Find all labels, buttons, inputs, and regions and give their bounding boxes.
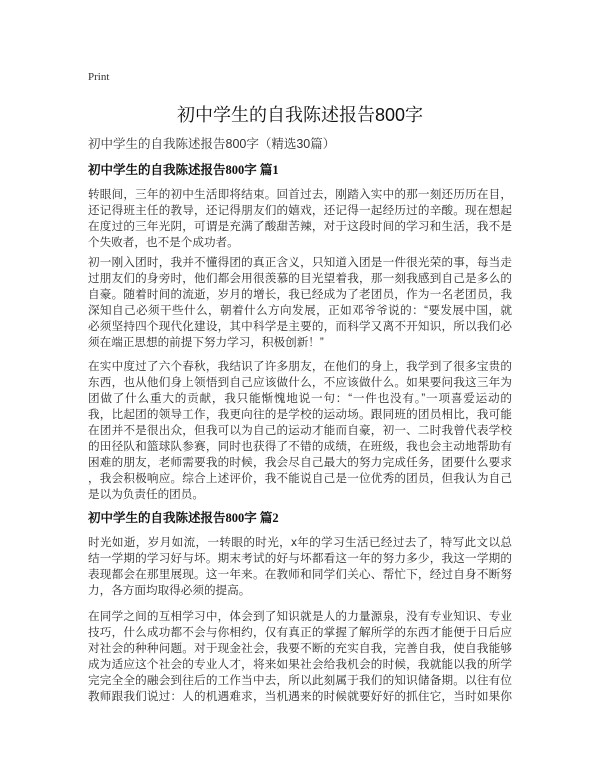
paragraph (88, 255, 512, 351)
paragraph-line: 完完全全的融会到往后的工作当中去，所以此刻属于我们的知识储备期。以往有位 (88, 674, 512, 687)
paragraph-line: 的田径队和篮球队参赛，同时也获得了不错的成绩，在班级，我也会主动地帮助有 (88, 440, 512, 453)
paragraph (88, 187, 512, 251)
paragraph-line: 困难的朋友，老师需要我的时候，我会尽自己最大的努力完成任务，团要什么要求 (88, 456, 512, 469)
paragraph-line: 必须坚持四个现代化建设，其中科学是主要的，而科学又离不开知识，所以我们必 (88, 320, 512, 333)
paragraph-line: 转眼间，三年的初中生活即将结束。回首过去，刚踏入实中的那一刻还历历在目， (88, 188, 512, 201)
paragraph-line: 东西，也从他们身上领悟到自己应该做什么，不应该做什么。如果要问我这三年为 (88, 376, 512, 389)
paragraph-line: 力，各方面均取得必须的提高。 (88, 584, 251, 597)
paragraph-line: 个失败者，也不是个成功者。 (88, 236, 239, 249)
paragraph-line: 初一刚入团时，我并不懂得团的真正含义，只知道入团是一件很光荣的事，每当走 (88, 256, 512, 269)
paragraph-line: 深知自己必须干些什么，朝着什么方向发展，正如邓爷爷说的：“要发展中国，就 (88, 304, 512, 317)
paragraph-line: 过朋友们的身旁时，他们都会用很羡慕的目光望着我，那一刻我感到自己是多么的 (88, 272, 512, 285)
paragraph-line: 是以为负责任的团员。 (88, 488, 204, 501)
paragraph-line: 在同学之间的互相学习中，体会到了知识就是人的力量源泉，没有专业知识、专业 (88, 610, 512, 623)
paragraph-line: 成为适应这个社会的专业人才，将来如果社会给我机会的时候，我就能以我的所学 (88, 658, 512, 671)
paragraph-line: 在度过的三年光阴，可谓是充满了酸甜苦辣，对于这段时间的学习和生活，我不是 (88, 220, 512, 233)
paragraph-line: 在实中度过了六个春秋，我结识了许多朋友，在他们的身上，我学到了很多宝贵的 (88, 360, 512, 373)
paragraph (88, 359, 512, 503)
paragraph (88, 535, 512, 599)
paragraph (88, 609, 512, 705)
document-title: 初中学生的自我陈述报告800字 (176, 105, 424, 125)
paragraph-line: 结一学期的学习好与坏。期末考试的好与坏都看这一年的努力多少，我这一学期的 (88, 552, 512, 565)
paragraph-line: 对社会的种种问题。对于现金社会，我要不断的充实自我，完善自我，使自我能够 (88, 642, 512, 655)
paragraph-line: 我，比起团的领导工作，我更向往的是学校的运动场。跟同班的团员相比，我可能 (88, 408, 512, 421)
paragraph-line: 还记得班主任的教导，还记得朋友们的嬉戏，还记得一起经历过的辛酸。现在想起 (88, 204, 512, 217)
paragraph-line: 自豪。随着时间的流逝，岁月的增长，我已经成为了老团员，作为一名老团员，我 (88, 288, 512, 301)
document-subtitle: 初中学生的自我陈述报告800字（精选30篇） (88, 137, 336, 151)
paragraph-line: 技巧，什么成功都不会与你相约，仅有真正的掌握了解所学的东西才能便于日后应 (88, 626, 512, 639)
print-link[interactable]: Print (88, 71, 110, 83)
paragraph-line: 在团并不是很出众，但我可以为自己的运动才能而自豪，初一、二时我曾代表学校 (88, 424, 512, 437)
paragraph-line: 时光如逝，岁月如流，一转眼的时光，x年的学习生活已经过去了，特写此文以总 (88, 536, 512, 549)
section-heading-1: 初中学生的自我陈述报告800字 篇1 (88, 163, 279, 177)
paragraph-line: 团做了什么重大的贡献，我只能惭愧地说一句：“一件也没有。”一项喜爱运动的 (88, 392, 512, 405)
paragraph-line: 教师跟我们说过：人的机遇难求，当机遇来的时候就要好好的抓住它，当时如果你 (88, 690, 512, 703)
section-heading-2: 初中学生的自我陈述报告800字 篇2 (88, 511, 279, 525)
paragraph-line: 须在端正思想的前提下努力学习，积极创新！” (88, 336, 324, 349)
paragraph-line: 表现都会在那里展现。这一年来。在教师和同学们关心、帮忙下，经过自身不断努 (88, 568, 512, 581)
paragraph-line: ，我会积极响应。综合上述评价，我不能说自己是一位优秀的团员，但我认为自己 (88, 472, 512, 485)
